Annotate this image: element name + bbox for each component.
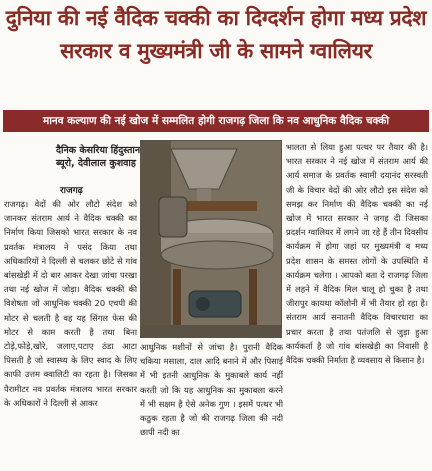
dateline: राजगढ़ <box>60 186 83 196</box>
article-column-3: भालता से लिया हुआ पत्थर पर तैयार की है। भारत सरकार ने नई खोज में संतराम आर्य की आर्य समाज के प्रवर्तक स्वामी दयानंद सरस्वती जी के विचार वेदों की ओर लौटो इस संदेश को समझ कर निर्माण की वैदिक चक्की का नई खोज में भारत सरकार ने जगह दी जिसका प्रदर्शन ग्वालियर में लगने जा रहे हैं तीन दिवसीय कार्यक्रम में होगा जहां पर मुख्यमंत्री व मध्य प्रदेश शासन के समस्त लोगों के उपस्थिति में कार्यक्रम चलेगा । आपको बता दे राजगढ़ जिला में लहने में वैदिक मिल चालू हो चुका है तथा जीरापुर कायथा कॉलोनी में भी तैयार हो रहा है। संतराम आर्य सनातनी वैदिक विचारधारा का प्रचार करता है तथा पतंजलि से जुड़ा हुआ कार्यकर्ता है जो गांव बांसखेड़ी का निवासी है वैदिक चक्की निर्माता है व्यवसाय से किसान है। <box>286 142 428 366</box>
headline: दुनिया की नई वैदिक चक्की का दिग्दर्शन होगा मध्य प्रदेश सरकार व मुख्यमंत्री जी के सामने ग्वालियर <box>5 6 427 63</box>
mill-illustration-icon <box>141 141 281 337</box>
article-column-2: आधुनिक मशीनों से जांचा है। पुरानी वैदिक चकिया मसाला, दाल आदि बनाने में और पिसाई में भी इतनी आधुनिक के मुकाबले कार्य नहीं करती जो कि यह आधुनिक का मुकाबला करने में भी सक्षम है ऐसे अनेक गुण । इसमें पत्थर भी कठुक रहता है जो की राजगढ़ जिला की नदी छापी नदी का <box>140 342 283 438</box>
byline: दैनिक केसरिया हिंदुस्तान ब्यूरो, देवीलाल कुशवाह <box>56 145 141 169</box>
stone-flour-mill-photo <box>140 140 282 338</box>
subheadline-bar: मानव कल्याण की नई खोज में सम्मलित होगी राजगढ़ जिला कि नव आधुनिक वैदिक चक्की <box>3 110 429 132</box>
article-column-1: राजगढ़। वेदों की ओर लौटो संदेश को जानकर संतराम आर्य ने वैदिक चक्की का निर्माण किया जिसको भारत सरकार के नव प्रवर्तक मंत्रालय ने पसंद किया तथा अधिकारियों ने दिल्ली से चलकर छोटे से गांव बांसखेड़ी में दो बार आकर देखा जांचा परखा तथा नई खोज में जोड़ा। वैदिक चक्की की विशेषता जो आधुनिक चक्की 20 एचपी की मोटर से चलती है वह यह सिंगल फेस की मोटर से काम करती है तथा बिना टोड़े,फोड़े,खोरे, जलाए,पटाए ठंडा आटा पिसती है जो स्वास्थ्य के लिए स्वाद के लिए काफी उत्तम क्वालिटी का रहता है। जिसका पैरामीटर नव प्रवर्तक मंत्रालय भारत सरकार के अधिकारों ने दिल्ली से आकर <box>4 199 137 408</box>
